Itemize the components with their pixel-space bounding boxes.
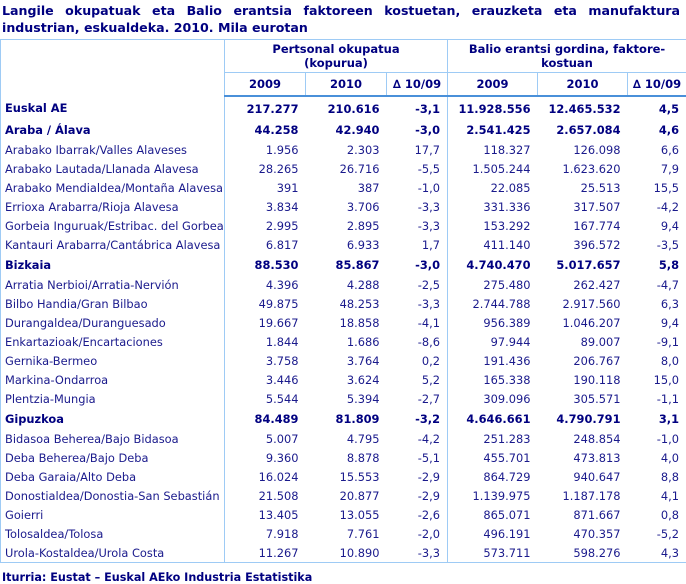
row-value-5: 0,8 — [628, 505, 686, 524]
table-row — [1, 332, 686, 351]
row-value-0: 3.758 — [225, 351, 306, 370]
row-value-5: 6,6 — [628, 140, 686, 159]
row-label: Gipuzkoa — [1, 408, 225, 429]
row-value-1: 42.940 — [306, 119, 387, 140]
table-row — [1, 370, 686, 389]
row-value-0: 11.267 — [225, 543, 306, 563]
row-value-1: 4.795 — [306, 429, 387, 448]
row-value-5: 4,0 — [628, 448, 686, 467]
row-value-4: 473.813 — [538, 448, 628, 467]
row-value-3: 573.711 — [448, 543, 538, 563]
row-value-4: 2.917.560 — [538, 294, 628, 313]
row-label: Plentzia-Mungia — [1, 389, 225, 408]
row-label: Bilbo Handia/Gran Bilbao — [1, 294, 225, 313]
row-value-5: 8,0 — [628, 351, 686, 370]
table-row — [1, 254, 686, 275]
table-row — [1, 178, 686, 197]
header-value-added-2009: 2009 — [448, 73, 538, 97]
row-value-5: 4,6 — [628, 119, 686, 140]
row-value-5: -9,1 — [628, 332, 686, 351]
row-value-4: 2.657.084 — [538, 119, 628, 140]
row-value-1: 5.394 — [306, 389, 387, 408]
row-value-4: 305.571 — [538, 389, 628, 408]
row-value-5: 9,4 — [628, 216, 686, 235]
row-label: Deba Beherea/Bajo Deba — [1, 448, 225, 467]
row-value-3: 22.085 — [448, 178, 538, 197]
row-value-0: 1.844 — [225, 332, 306, 351]
table-row — [1, 275, 686, 294]
row-value-1: 81.809 — [306, 408, 387, 429]
row-value-2: -3,2 — [387, 408, 448, 429]
row-value-3: 2.744.788 — [448, 294, 538, 313]
header-group-employment-line2: (kopurua) — [304, 56, 368, 70]
row-value-4: 167.774 — [538, 216, 628, 235]
row-value-1: 3.706 — [306, 197, 387, 216]
row-label: Araba / Álava — [1, 119, 225, 140]
row-value-5: 15,0 — [628, 370, 686, 389]
row-value-2: -4,2 — [387, 429, 448, 448]
row-value-4: 190.118 — [538, 370, 628, 389]
page-title — [0, 0, 682, 36]
row-value-3: 118.327 — [448, 140, 538, 159]
row-value-3: 97.944 — [448, 332, 538, 351]
table-row — [1, 235, 686, 254]
row-value-3: 309.096 — [448, 389, 538, 408]
table-row — [1, 408, 686, 429]
row-label: Gernika-Bermeo — [1, 351, 225, 370]
row-value-5: -1,0 — [628, 429, 686, 448]
header-group-value-added-line1: Balio erantsi gordina, faktore-kostuan — [469, 42, 665, 70]
table-row — [1, 448, 686, 467]
row-value-0: 21.508 — [225, 486, 306, 505]
row-value-0: 3.834 — [225, 197, 306, 216]
row-value-1: 8.878 — [306, 448, 387, 467]
table-row — [1, 467, 686, 486]
row-value-1: 15.553 — [306, 467, 387, 486]
row-value-4: 248.854 — [538, 429, 628, 448]
row-value-0: 2.995 — [225, 216, 306, 235]
row-value-2: -2,9 — [387, 486, 448, 505]
table-row — [1, 389, 686, 408]
row-value-4: 126.098 — [538, 140, 628, 159]
row-value-0: 28.265 — [225, 159, 306, 178]
row-value-5: 4,3 — [628, 543, 686, 563]
row-value-5: -4,7 — [628, 275, 686, 294]
row-label: Deba Garaia/Alto Deba — [1, 467, 225, 486]
row-value-2: -2,6 — [387, 505, 448, 524]
row-value-4: 598.276 — [538, 543, 628, 563]
row-value-2: -2,7 — [387, 389, 448, 408]
row-label: Goierri — [1, 505, 225, 524]
row-value-4: 1.046.207 — [538, 313, 628, 332]
row-value-3: 496.191 — [448, 524, 538, 543]
row-value-3: 865.071 — [448, 505, 538, 524]
row-value-0: 217.277 — [225, 96, 306, 119]
row-value-0: 3.446 — [225, 370, 306, 389]
row-value-5: 5,8 — [628, 254, 686, 275]
header-value-added-2010: 2010 — [538, 73, 628, 97]
header-employment-2009: 2009 — [225, 73, 306, 97]
header-group-value-added — [448, 40, 686, 73]
row-label: Kantauri Arabarra/Cantábrica Alavesa — [1, 235, 225, 254]
row-value-3: 331.336 — [448, 197, 538, 216]
row-value-0: 1.956 — [225, 140, 306, 159]
row-value-2: -3,1 — [387, 96, 448, 119]
row-value-1: 48.253 — [306, 294, 387, 313]
row-value-5: 9,4 — [628, 313, 686, 332]
row-value-3: 4.740.470 — [448, 254, 538, 275]
row-value-5: -3,5 — [628, 235, 686, 254]
row-value-0: 19.667 — [225, 313, 306, 332]
row-value-5: 4,5 — [628, 96, 686, 119]
table-row — [1, 140, 686, 159]
row-value-1: 210.616 — [306, 96, 387, 119]
row-value-1: 26.716 — [306, 159, 387, 178]
table-row — [1, 119, 686, 140]
row-value-4: 89.007 — [538, 332, 628, 351]
row-value-0: 7.918 — [225, 524, 306, 543]
row-value-0: 9.360 — [225, 448, 306, 467]
row-value-3: 956.389 — [448, 313, 538, 332]
row-label: Enkartazioak/Encartaciones — [1, 332, 225, 351]
row-value-4: 396.572 — [538, 235, 628, 254]
row-value-2: -1,0 — [387, 178, 448, 197]
table-row — [1, 543, 686, 563]
row-value-0: 6.817 — [225, 235, 306, 254]
row-value-1: 13.055 — [306, 505, 387, 524]
table-body — [1, 96, 686, 563]
row-value-5: 6,3 — [628, 294, 686, 313]
page-title-line-2: industrian, eskualdeka. 2010. Mila eurotan — [2, 19, 680, 36]
row-value-4: 871.667 — [538, 505, 628, 524]
row-value-4: 470.357 — [538, 524, 628, 543]
row-value-5: 15,5 — [628, 178, 686, 197]
row-value-4: 940.647 — [538, 467, 628, 486]
header-employment-2010: 2010 — [306, 73, 387, 97]
table-row — [1, 505, 686, 524]
table-header — [1, 40, 686, 97]
row-value-1: 2.895 — [306, 216, 387, 235]
row-value-3: 11.928.556 — [448, 96, 538, 119]
table-row — [1, 96, 686, 119]
row-value-0: 84.489 — [225, 408, 306, 429]
row-value-2: -3,3 — [387, 216, 448, 235]
row-value-2: -4,1 — [387, 313, 448, 332]
row-value-3: 153.292 — [448, 216, 538, 235]
row-value-3: 4.646.661 — [448, 408, 538, 429]
row-label: Tolosaldea/Tolosa — [1, 524, 225, 543]
row-label: Arabako Lautada/Llanada Alavesa — [1, 159, 225, 178]
row-value-4: 1.623.620 — [538, 159, 628, 178]
row-label: Bizkaia — [1, 254, 225, 275]
table-row — [1, 486, 686, 505]
row-value-1: 18.858 — [306, 313, 387, 332]
row-value-4: 25.513 — [538, 178, 628, 197]
table-row — [1, 524, 686, 543]
row-value-0: 49.875 — [225, 294, 306, 313]
row-value-4: 4.790.791 — [538, 408, 628, 429]
row-label: Urola-Kostaldea/Urola Costa — [1, 543, 225, 563]
row-value-5: -1,1 — [628, 389, 686, 408]
row-label: Bidasoa Beherea/Bajo Bidasoa — [1, 429, 225, 448]
row-label: Gorbeia Inguruak/Estribac. del Gorbea — [1, 216, 225, 235]
row-value-0: 5.544 — [225, 389, 306, 408]
row-value-4: 206.767 — [538, 351, 628, 370]
row-value-2: -2,5 — [387, 275, 448, 294]
header-employment-delta: ∆ 10/09 — [387, 73, 448, 97]
row-value-4: 317.507 — [538, 197, 628, 216]
row-value-0: 44.258 — [225, 119, 306, 140]
row-value-1: 3.624 — [306, 370, 387, 389]
row-value-4: 12.465.532 — [538, 96, 628, 119]
row-label: Errioxa Arabarra/Rioja Alavesa — [1, 197, 225, 216]
row-value-5: -5,2 — [628, 524, 686, 543]
row-label: Arratia Nerbioi/Arratia-Nervión — [1, 275, 225, 294]
row-value-2: 0,2 — [387, 351, 448, 370]
statistics-table — [0, 39, 686, 563]
row-label: Durangaldea/Duranguesado — [1, 313, 225, 332]
page-title-line-1: Langile okupatuak eta Balio erantsia faktoreen kostuetan, erauzketa eta manufaktura — [2, 2, 680, 19]
row-value-5: 4,1 — [628, 486, 686, 505]
row-value-2: -3,0 — [387, 254, 448, 275]
row-value-2: -3,3 — [387, 543, 448, 563]
row-value-0: 5.007 — [225, 429, 306, 448]
header-group-employment — [225, 40, 448, 73]
row-value-1: 2.303 — [306, 140, 387, 159]
table-row — [1, 429, 686, 448]
table-row — [1, 351, 686, 370]
row-value-2: -2,0 — [387, 524, 448, 543]
row-value-2: -8,6 — [387, 332, 448, 351]
row-value-3: 1.505.244 — [448, 159, 538, 178]
table-row — [1, 216, 686, 235]
row-value-3: 165.338 — [448, 370, 538, 389]
table-row — [1, 197, 686, 216]
row-value-3: 191.436 — [448, 351, 538, 370]
table-row — [1, 159, 686, 178]
row-value-1: 85.867 — [306, 254, 387, 275]
row-value-4: 5.017.657 — [538, 254, 628, 275]
row-value-1: 20.877 — [306, 486, 387, 505]
row-value-2: 5,2 — [387, 370, 448, 389]
row-value-3: 864.729 — [448, 467, 538, 486]
row-value-1: 6.933 — [306, 235, 387, 254]
row-value-3: 411.140 — [448, 235, 538, 254]
header-value-added-delta: ∆ 10/09 — [628, 73, 686, 97]
table-group-header-row — [1, 40, 686, 73]
row-value-2: -5,5 — [387, 159, 448, 178]
row-value-1: 10.890 — [306, 543, 387, 563]
row-value-4: 262.427 — [538, 275, 628, 294]
row-value-5: -4,2 — [628, 197, 686, 216]
row-value-1: 387 — [306, 178, 387, 197]
table-row — [1, 294, 686, 313]
row-value-3: 1.139.975 — [448, 486, 538, 505]
row-value-2: -3,3 — [387, 294, 448, 313]
row-value-1: 1.686 — [306, 332, 387, 351]
row-label: Arabako Ibarrak/Valles Alaveses — [1, 140, 225, 159]
row-value-2: -2,9 — [387, 467, 448, 486]
row-value-0: 88.530 — [225, 254, 306, 275]
row-value-0: 4.396 — [225, 275, 306, 294]
row-value-5: 3,1 — [628, 408, 686, 429]
row-label: Markina-Ondarroa — [1, 370, 225, 389]
row-value-0: 13.405 — [225, 505, 306, 524]
row-value-2: -3,3 — [387, 197, 448, 216]
row-value-3: 455.701 — [448, 448, 538, 467]
table-row — [1, 313, 686, 332]
row-value-5: 7,9 — [628, 159, 686, 178]
header-group-employment-line1: Pertsonal okupatua — [272, 42, 399, 56]
row-value-2: -3,0 — [387, 119, 448, 140]
row-value-0: 391 — [225, 178, 306, 197]
row-value-0: 16.024 — [225, 467, 306, 486]
row-value-3: 275.480 — [448, 275, 538, 294]
row-value-1: 3.764 — [306, 351, 387, 370]
row-value-2: 17,7 — [387, 140, 448, 159]
row-value-1: 7.761 — [306, 524, 387, 543]
row-value-4: 1.187.178 — [538, 486, 628, 505]
row-label: Donostialdea/Donostia-San Sebastián — [1, 486, 225, 505]
row-value-5: 8,8 — [628, 467, 686, 486]
row-value-2: 1,7 — [387, 235, 448, 254]
row-value-1: 4.288 — [306, 275, 387, 294]
row-value-2: -5,1 — [387, 448, 448, 467]
header-corner-cell — [1, 40, 225, 97]
row-label: Arabako Mendialdea/Montaña Alavesa — [1, 178, 225, 197]
source-note: Iturria: Eustat – Euskal AEko Industria Estatistika — [0, 563, 686, 584]
row-label: Euskal AE — [1, 96, 225, 119]
row-value-3: 251.283 — [448, 429, 538, 448]
row-value-3: 2.541.425 — [448, 119, 538, 140]
